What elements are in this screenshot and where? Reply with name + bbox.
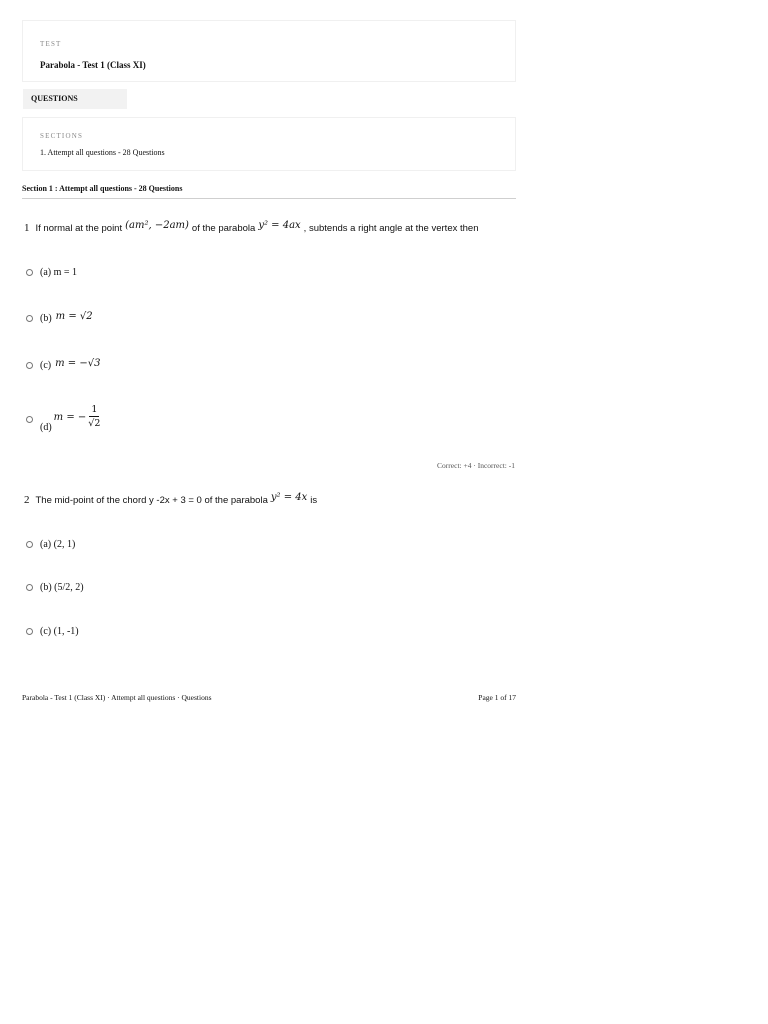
question-2 xyxy=(24,494,317,506)
option-label: (c) xyxy=(40,360,52,371)
math-expression: (am², −2am) xyxy=(125,220,189,231)
question-text: The mid-point of the chord y -2x + 3 = 0 of the parabola xyxy=(35,495,268,506)
option-1a[interactable] xyxy=(26,267,77,278)
option-math: m = √2 xyxy=(55,311,93,322)
option-math: m = −√3 xyxy=(55,358,101,369)
test-label: TEST xyxy=(40,40,62,48)
radio-button[interactable] xyxy=(26,315,33,322)
test-header-card xyxy=(22,20,516,82)
question-number: 2 xyxy=(24,494,30,506)
fraction-denominator: √2 xyxy=(88,418,101,429)
question-text: If normal at the point xyxy=(35,223,123,234)
option-text: m = 1 xyxy=(53,267,78,278)
test-title: Parabola - Test 1 (Class XI) xyxy=(40,60,146,70)
questions-tab[interactable] xyxy=(23,89,127,109)
option-math xyxy=(54,404,101,430)
radio-button[interactable] xyxy=(26,628,33,635)
radio-button[interactable] xyxy=(26,584,33,591)
option-label: (a) xyxy=(40,267,52,278)
question-number: 1 xyxy=(24,222,30,234)
sections-card xyxy=(22,117,516,171)
page-number: Page 1 of 17 xyxy=(478,693,516,702)
option-text: (5/2, 2) xyxy=(54,582,84,593)
fraction-lhs: m = − xyxy=(53,411,87,423)
option-1c[interactable] xyxy=(26,360,100,371)
math-expression: y² = 4ax xyxy=(258,220,301,231)
radio-button[interactable] xyxy=(26,362,33,369)
fraction xyxy=(88,404,100,430)
radio-button[interactable] xyxy=(26,541,33,548)
question-text: of the parabola xyxy=(191,223,256,234)
option-label: (c) xyxy=(40,626,52,637)
option-text: (2, 1) xyxy=(53,539,76,550)
radio-button[interactable] xyxy=(26,269,33,276)
option-label: (b) xyxy=(40,313,52,324)
option-label: (a) xyxy=(40,539,52,550)
option-1d[interactable] xyxy=(26,404,101,433)
section-divider xyxy=(22,198,516,199)
radio-button[interactable] xyxy=(26,416,33,423)
question-text: , subtends a right angle at the vertex then xyxy=(303,223,479,234)
questions-tab-label: QUESTIONS xyxy=(31,94,78,103)
section-link[interactable]: 1. Attempt all questions - 28 Questions xyxy=(40,148,165,157)
section-heading: Section 1 : Attempt all questions - 28 Questions xyxy=(22,184,183,193)
option-2c[interactable] xyxy=(26,626,79,637)
option-2b[interactable] xyxy=(26,582,84,593)
question-text: is xyxy=(310,495,318,506)
marks-info: Correct: +4 · Incorrect: -1 xyxy=(437,461,515,470)
option-2a[interactable] xyxy=(26,539,75,550)
question-1 xyxy=(24,222,478,234)
sections-label: SECTIONS xyxy=(40,132,84,140)
option-1b[interactable] xyxy=(26,313,93,324)
option-label: (d) xyxy=(40,421,52,433)
page-footer-left: Parabola - Test 1 (Class XI) · Attempt all questions · Questions xyxy=(22,693,212,702)
fraction-numerator: 1 xyxy=(91,404,98,415)
option-label: (b) xyxy=(40,582,52,593)
math-expression: y² = 4x xyxy=(270,492,308,503)
option-text: (1, -1) xyxy=(53,626,79,637)
